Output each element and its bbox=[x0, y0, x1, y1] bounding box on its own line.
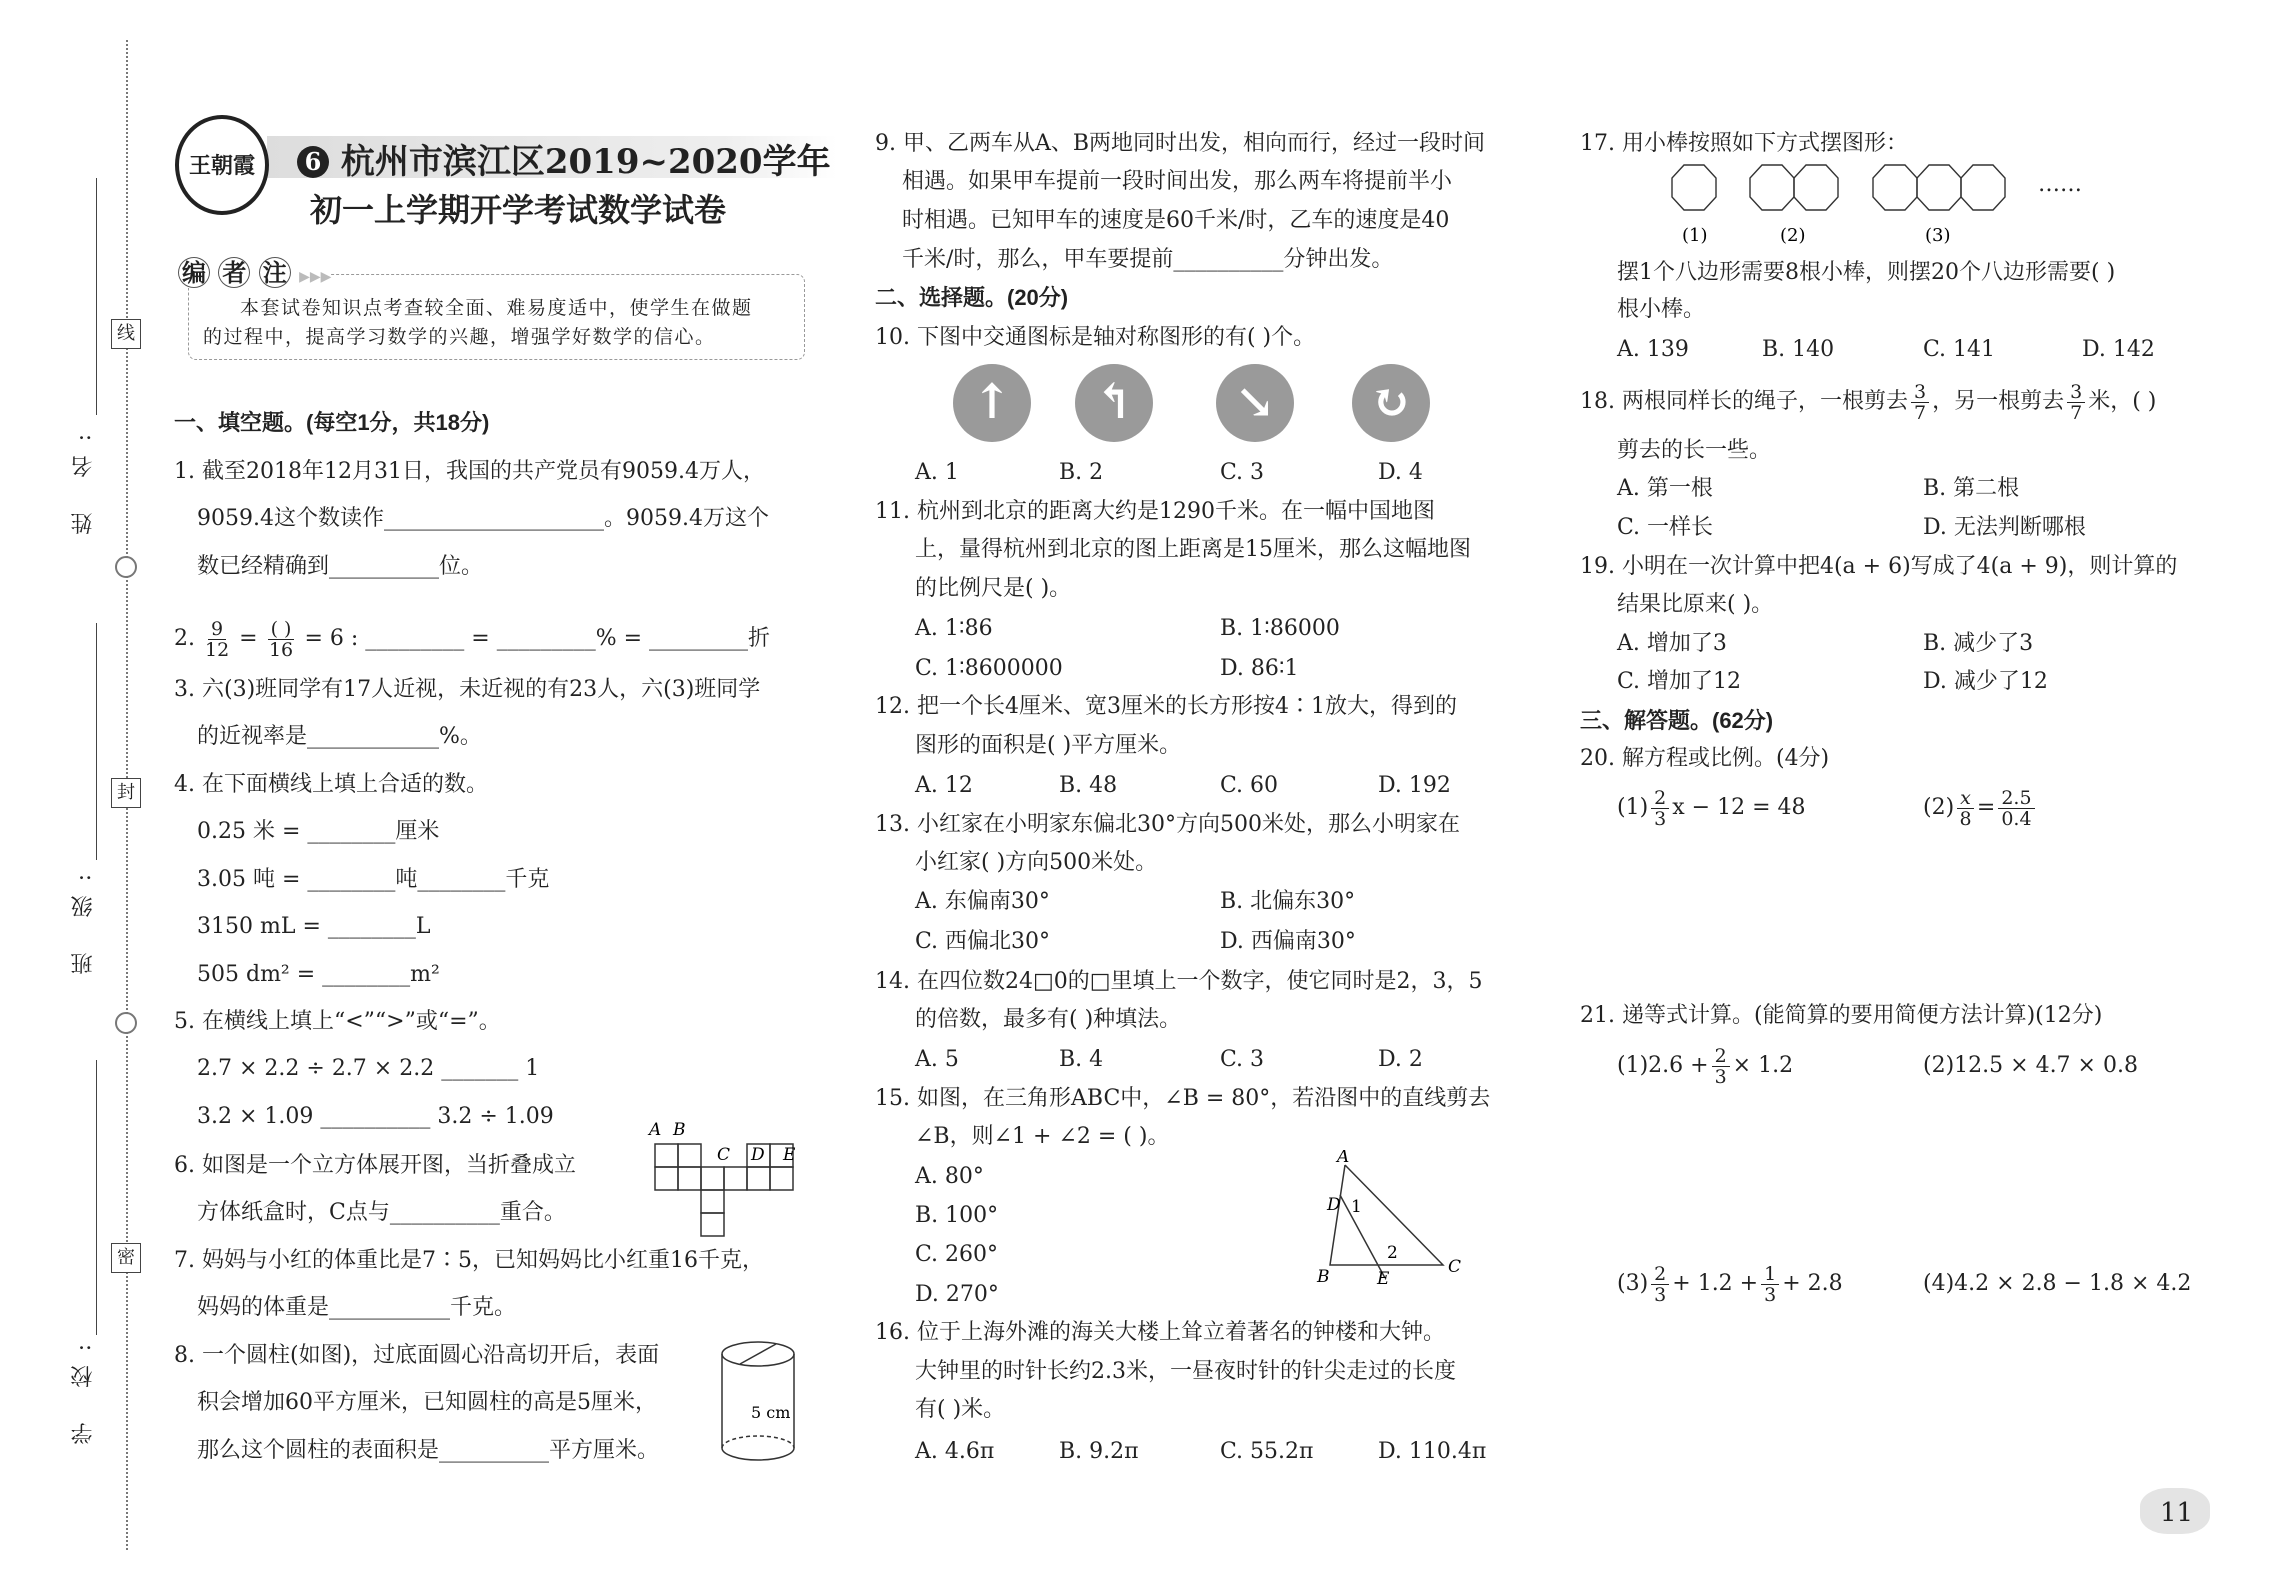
q17-line: 根小棒。 bbox=[1617, 297, 1706, 322]
note-char: 注 bbox=[259, 257, 291, 288]
q18-option: D. 无法判断哪根 bbox=[1923, 515, 2086, 540]
q4-line: 0.25 米 = ________厘米 bbox=[197, 819, 440, 844]
q16-option: D. 110.4π bbox=[1378, 1439, 1487, 1464]
octagon-pattern-figure bbox=[1670, 163, 2010, 248]
q18-option: A. 第一根 bbox=[1617, 476, 1713, 501]
point-label: B bbox=[1317, 1267, 1330, 1287]
numerator: 3 bbox=[2067, 382, 2085, 403]
numerator: 9 bbox=[208, 619, 226, 640]
q-number: 2. bbox=[174, 626, 195, 651]
denominator: 7 bbox=[2070, 401, 2083, 424]
name-label: 姓 名: bbox=[71, 420, 96, 535]
school-label: 学 校: bbox=[71, 1330, 96, 1445]
fraction bbox=[268, 619, 295, 660]
q12-option: A. 12 bbox=[915, 773, 973, 798]
q2-line: 2. $\frac{9}{12}$ = $\frac{( )}{16}$ = 6 : _________ = _________% = _________折 bbox=[174, 617, 771, 661]
q14-option: C. 3 bbox=[1220, 1047, 1265, 1072]
q19-option: D. 减少了12 bbox=[1923, 669, 2048, 694]
point-label: C bbox=[717, 1145, 731, 1165]
q12-option: C. 60 bbox=[1220, 773, 1279, 798]
fraction bbox=[1957, 788, 1974, 829]
turn-left-sign-icon: ↰ bbox=[1075, 364, 1153, 442]
q20-line: 20. 解方程或比例。(4分) bbox=[1580, 746, 1830, 771]
paper-number-badge: 6 bbox=[297, 146, 329, 178]
q13-line: 13. 小红家在小明家东偏北30°方向500米处，那么小明家在 bbox=[875, 812, 1460, 837]
q6-line: 方体纸盒时，C点与__________重合。 bbox=[197, 1200, 566, 1225]
arrows-icon: ▶▶▶ bbox=[299, 269, 332, 285]
q8-line: 那么这个圆柱的表面积是__________平方厘米。 bbox=[197, 1438, 660, 1463]
denominator: 12 bbox=[205, 638, 230, 661]
q17-option: C. 141 bbox=[1923, 337, 1996, 362]
expr-text: + 1.2 + bbox=[1672, 1271, 1759, 1296]
q15-line: ∠B，则∠1 + ∠2 = ( )。 bbox=[915, 1124, 1170, 1149]
q5-line: 3.2 × 1.09 __________ 3.2 ÷ 1.09 bbox=[197, 1104, 554, 1129]
numerator: 2.5 bbox=[1998, 788, 2034, 809]
q4-line: 3.05 吨 = ________吨________千克 bbox=[197, 867, 550, 892]
q15-option: C. 260° bbox=[915, 1242, 999, 1267]
denominator: 3 bbox=[1654, 807, 1667, 830]
section-answer: 三、解答题。(62分) bbox=[1580, 708, 1774, 733]
q9-line: 千米/时，那么，甲车要提前__________分钟出发。 bbox=[902, 247, 1394, 272]
fraction bbox=[1911, 382, 1929, 423]
q15-option: D. 270° bbox=[915, 1282, 999, 1307]
q17-line: 17. 用小棒按照如下方式摆图形： bbox=[1580, 131, 1908, 156]
q15-option: A. 80° bbox=[915, 1164, 984, 1189]
q12-option: D. 192 bbox=[1378, 773, 1451, 798]
note-char: 编 bbox=[178, 257, 210, 288]
numerator: 2 bbox=[1651, 788, 1669, 809]
denominator: 7 bbox=[1913, 401, 1927, 424]
title-text: 杭州市滨江区2019~2020学年 bbox=[340, 142, 831, 182]
q7-line: 7. 妈妈与小红的体重比是7∶5，已知妈妈比小红重16千克， bbox=[174, 1248, 764, 1273]
q9-line: 相遇。如果甲车提前一段时间出发，那么两车将提前半小 bbox=[902, 169, 1453, 194]
fraction bbox=[2067, 382, 2085, 423]
q14-line: 14. 在四位数24□0的□里填上一个数字，使它同时是2，3，5 bbox=[875, 969, 1483, 994]
q11-option: B. 1∶86000 bbox=[1220, 616, 1340, 641]
q15-option: B. 100° bbox=[915, 1203, 999, 1228]
q16-option: C. 55.2π bbox=[1220, 1439, 1314, 1464]
q18-line bbox=[1580, 377, 2156, 427]
q18-option: B. 第二根 bbox=[1923, 476, 2020, 501]
page-number: 11 bbox=[2160, 1498, 2194, 1528]
binding-hole-icon bbox=[115, 1012, 137, 1034]
q21-line: 21. 递等式计算。(能简算的要用简便方法计算)(12分) bbox=[1580, 1003, 2103, 1028]
q3-line: 3. 六(3)班同学有17人近视，未近视的有23人，六(3)班同学 bbox=[174, 677, 761, 702]
figure-label: (3) bbox=[1925, 225, 1951, 246]
seal-feng-box: 封 bbox=[111, 778, 141, 808]
figure-label: (2) bbox=[1780, 225, 1806, 246]
point-label: E bbox=[1377, 1269, 1390, 1289]
q17-line: 摆1个八边形需要8根小棒，则摆20个八边形需要( ) bbox=[1617, 260, 2116, 285]
q11-line: 11. 杭州到北京的距离大约是1290千米。在一幅中国地图 bbox=[875, 499, 1435, 524]
numerator: 1 bbox=[1761, 1264, 1779, 1285]
expr-text: × 1.2 bbox=[1732, 1053, 1794, 1078]
q13-option: B. 北偏东30° bbox=[1220, 889, 1356, 914]
q19-option: A. 增加了3 bbox=[1617, 631, 1727, 656]
q17-ellipsis: …… bbox=[2038, 172, 2082, 197]
q10-option: C. 3 bbox=[1220, 460, 1265, 485]
q16-option: A. 4.6π bbox=[915, 1439, 995, 1464]
q8-line: 8. 一个圆柱(如图)，过底面圆心沿高切开后，表面 bbox=[174, 1343, 660, 1368]
q5-line: 5. 在横线上填上“<”“>”或“=”。 bbox=[174, 1009, 501, 1034]
point-label: E bbox=[783, 1145, 796, 1165]
point-label: C bbox=[1448, 1257, 1462, 1277]
angle-label: 1 bbox=[1351, 1197, 1362, 1217]
q20-eq1 bbox=[1617, 783, 1806, 833]
q9-line: 9. 甲、乙两车从A、B两地同时出发，相向而行，经过一段时间 bbox=[875, 131, 1486, 156]
q11-option: C. 1∶8600000 bbox=[915, 656, 1063, 681]
point-label: D bbox=[1327, 1195, 1341, 1215]
numerator: x bbox=[1957, 788, 1974, 809]
fraction bbox=[1651, 788, 1669, 829]
denominator: 3 bbox=[1764, 1283, 1777, 1306]
numerator: 2 bbox=[1712, 1046, 1730, 1067]
publisher-logo bbox=[175, 115, 269, 215]
point-label: A bbox=[1337, 1150, 1350, 1167]
point-label: A bbox=[649, 1120, 662, 1140]
q2-rest: = 6 : _________ = _________% = _________折 bbox=[304, 626, 771, 651]
q17-option: B. 140 bbox=[1762, 337, 1835, 362]
editor-note-text: 本套试卷知识点考查较全面、难易度适中，使学生在做题 bbox=[240, 297, 753, 319]
binding-hole-icon bbox=[115, 556, 137, 578]
seal-mi-box: 密 bbox=[111, 1243, 141, 1273]
q18-line: 剪去的长一些。 bbox=[1617, 438, 1772, 463]
q19-option: C. 增加了12 bbox=[1617, 669, 1742, 694]
fraction bbox=[1712, 1046, 1730, 1087]
q4-line: 505 dm² = ________m² bbox=[197, 962, 440, 987]
q13-line: 小红家( )方向500米处。 bbox=[915, 850, 1158, 875]
q11-line: 上，量得杭州到北京的图上距离是15厘米，那么这幅地图 bbox=[915, 537, 1471, 562]
class-label: 班 级: bbox=[71, 860, 96, 975]
q13-option: A. 东偏南30° bbox=[915, 889, 1050, 914]
q16-line: 16. 位于上海外滩的海关大楼上耸立着著名的钟楼和大钟。 bbox=[875, 1320, 1445, 1345]
class-line bbox=[96, 623, 97, 860]
note-char: 者 bbox=[218, 257, 250, 288]
q20-eq2 bbox=[1923, 783, 2038, 833]
q10-option: D. 4 bbox=[1378, 460, 1423, 485]
denominator: 16 bbox=[268, 638, 294, 661]
q11-option: A. 1∶86 bbox=[915, 616, 993, 641]
q13-option: D. 西偏南30° bbox=[1220, 929, 1356, 954]
q14-option: A. 5 bbox=[915, 1047, 959, 1072]
q18-option: C. 一样长 bbox=[1617, 515, 1714, 540]
figure-label: (1) bbox=[1682, 225, 1708, 246]
q16-line: 有( )米。 bbox=[915, 1397, 1006, 1422]
triangle-figure bbox=[1315, 1150, 1465, 1290]
q16-line: 大钟里的时针长约2.3米，一昼夜时针的针尖走过的长度 bbox=[915, 1359, 1456, 1384]
q11-option: D. 86∶1 bbox=[1220, 656, 1299, 681]
q10-line: 10. 下图中交通图标是轴对称图形的有( )个。 bbox=[875, 325, 1316, 350]
editor-note-text: 的过程中，提高学习数学的兴趣，增强学好数学的信心。 bbox=[203, 326, 716, 348]
q18-text: 米，( ) bbox=[2088, 389, 2157, 414]
q18-text: 18. 两根同样长的绳子，一根剪去 bbox=[1580, 389, 1908, 414]
fraction bbox=[1651, 1264, 1669, 1305]
denominator: 3 bbox=[1714, 1065, 1727, 1088]
point-label: B bbox=[673, 1120, 686, 1140]
q1-line: 9059.4这个数读作____________________。9059.4万这个 bbox=[197, 506, 769, 531]
q21-expr2: (2)12.5 × 4.7 × 0.8 bbox=[1923, 1053, 2138, 1078]
denominator: 3 bbox=[1654, 1283, 1667, 1306]
q14-option: D. 2 bbox=[1378, 1047, 1423, 1072]
height-label: 5 cm bbox=[751, 1403, 791, 1422]
name-line bbox=[96, 178, 97, 415]
sub-number: (2) bbox=[1923, 795, 1955, 820]
q6-line: 6. 如图是一个立方体展开图，当折叠成立 bbox=[174, 1153, 576, 1178]
editor-note-label bbox=[178, 258, 331, 288]
numerator: 3 bbox=[1911, 382, 1929, 403]
roundabout-sign-icon: ↻ bbox=[1352, 364, 1430, 442]
q8-line: 积会增加60平方厘米，已知圆柱的高是5厘米， bbox=[197, 1390, 657, 1415]
logo-text: 王朝霞 bbox=[188, 153, 255, 179]
q10-option: B. 2 bbox=[1059, 460, 1104, 485]
expr-text: + 2.8 bbox=[1782, 1271, 1843, 1296]
q12-line: 图形的面积是( )平方厘米。 bbox=[915, 733, 1182, 758]
q7-line: 妈妈的体重是___________千克。 bbox=[197, 1295, 517, 1320]
q10-option: A. 1 bbox=[915, 460, 959, 485]
q16-option: B. 9.2π bbox=[1059, 1439, 1139, 1464]
expr-text: (1)2.6 + bbox=[1617, 1053, 1709, 1078]
q19-line: 结果比原来( )。 bbox=[1617, 592, 1774, 617]
cylinder-figure bbox=[715, 1338, 805, 1466]
q17-option: D. 142 bbox=[2082, 337, 2155, 362]
q4-line: 4. 在下面横线上填上合适的数。 bbox=[174, 772, 488, 797]
q1-line: 1. 截至2018年12月31日，我国的共产党员有9059.4万人， bbox=[174, 459, 765, 484]
expr-text: (3) bbox=[1617, 1271, 1649, 1296]
q12-line: 12. 把一个长4厘米、宽3厘米的长方形按4∶1放大，得到的 bbox=[875, 694, 1457, 719]
q19-option: B. 减少了3 bbox=[1923, 631, 2034, 656]
q3-line: 的近视率是____________%。 bbox=[197, 724, 482, 749]
q1-line: 数已经精确到__________位。 bbox=[197, 554, 484, 579]
sub-number: (1) bbox=[1617, 795, 1649, 820]
q21-expr4: (4)4.2 × 2.8 − 1.8 × 4.2 bbox=[1923, 1271, 2192, 1296]
down-right-arrow-sign-icon: ↘ bbox=[1216, 364, 1294, 442]
q18-text: ，另一根剪去 bbox=[1932, 389, 2065, 414]
q21-expr1 bbox=[1617, 1041, 1793, 1091]
numerator: 2 bbox=[1651, 1264, 1669, 1285]
q11-line: 的比例尺是( )。 bbox=[915, 576, 1072, 601]
fraction bbox=[205, 619, 229, 660]
section-choice: 二、选择题。(20分) bbox=[875, 285, 1069, 310]
seal-line-box: 线 bbox=[111, 319, 141, 349]
q14-option: B. 4 bbox=[1059, 1047, 1104, 1072]
up-arrow-sign-icon: ↑ bbox=[953, 364, 1031, 442]
q19-line: 19. 小明在一次计算中把4(a + 6)写成了4(a + 9)，则计算的 bbox=[1580, 554, 2178, 579]
q14-line: 的倍数，最多有( )种填法。 bbox=[915, 1007, 1182, 1032]
denominator: 0.4 bbox=[2001, 807, 2032, 830]
denominator: 8 bbox=[1959, 807, 1972, 830]
q21-expr3 bbox=[1617, 1259, 1843, 1309]
paper-title-line2: 初一上学期开学考试数学试卷 bbox=[310, 191, 727, 229]
q15-line: 15. 如图，在三角形ABC中，∠B = 80°，若沿图中的直线剪去 bbox=[875, 1086, 1491, 1111]
point-label: D bbox=[751, 1145, 765, 1165]
q13-option: C. 西偏北30° bbox=[915, 929, 1051, 954]
section-fill-blank: 一、填空题。(每空1分，共18分) bbox=[174, 410, 490, 435]
eq-text: x − 12 = 48 bbox=[1672, 795, 1806, 820]
fraction bbox=[1998, 788, 2034, 829]
q12-option: B. 48 bbox=[1059, 773, 1118, 798]
eq-text: = bbox=[1976, 795, 1996, 820]
numerator: ( ) bbox=[268, 619, 295, 640]
cube-net-figure bbox=[645, 1115, 805, 1250]
q4-line: 3150 mL = ________L bbox=[197, 914, 431, 939]
q9-line: 时相遇。已知甲车的速度是60千米/时，乙车的速度是40 bbox=[902, 208, 1450, 233]
q17-option: A. 139 bbox=[1617, 337, 1689, 362]
q5-line: 2.7 × 2.2 ÷ 2.7 × 2.2 _______ 1 bbox=[197, 1056, 540, 1081]
angle-label: 2 bbox=[1387, 1243, 1398, 1263]
school-line bbox=[96, 1060, 97, 1335]
fraction bbox=[1761, 1264, 1779, 1305]
paper-title-line1 bbox=[297, 142, 831, 182]
